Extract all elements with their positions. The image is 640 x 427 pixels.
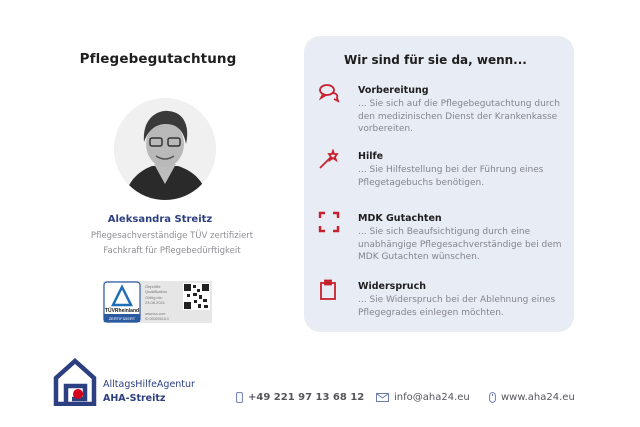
brand-name: AlltagsHilfeAgentur [103, 379, 195, 390]
service-card [304, 36, 574, 332]
svg-text:ID 0000054113: ID 0000054113 [145, 317, 169, 321]
website-url: www.aha24.eu [501, 392, 575, 403]
email-contact[interactable] [376, 392, 470, 403]
person-qualification: Pflegesachverständige TÜV zertifiziert [90, 231, 254, 241]
svg-text:TÜVRheinland: TÜVRheinland [104, 308, 140, 314]
chat-bubbles-icon [318, 83, 340, 105]
service-heading: Widerspruch [358, 281, 426, 292]
focus-frame-icon [318, 211, 340, 233]
svg-text:ZERTIFIZIERT: ZERTIFIZIERT [108, 316, 136, 321]
service-text: ... Sie sich Beaufsichtigung durch eine unabhängige Pflegesachverständige bei dem MDK Gutachten wünschen. [358, 227, 562, 262]
card-title: Wir sind für sie da, wenn... [344, 53, 527, 67]
phone-icon [236, 392, 243, 403]
phone-contact[interactable] [236, 392, 364, 403]
phone-number: +49 221 97 13 68 12 [248, 392, 365, 403]
mouse-icon [489, 392, 496, 403]
service-text: ... Sie sich auf die Pflegebegutachtung durch den medizinischen Dienst der Krankenkasse vorbereiten. [358, 99, 560, 134]
mail-icon [376, 393, 389, 402]
website-contact[interactable] [489, 392, 575, 403]
svg-text:Geprüfte: Geprüfte [145, 284, 161, 289]
magic-wand-icon [318, 149, 340, 171]
brand-short-name: AHA-Streitz [103, 393, 166, 404]
person-name: Aleksandra Streitz [107, 214, 213, 225]
email-address: info@aha24.eu [394, 392, 470, 403]
service-text: ... Sie Hilfestellung bei der Führung eines Pflegetagebuchs benötigen. [358, 165, 544, 188]
svg-text:www.tuv.com: www.tuv.com [145, 312, 166, 316]
service-heading: Vorbereitung [358, 85, 429, 96]
company-logo [52, 358, 98, 406]
left-title: Pflegebegutachtung [79, 51, 237, 67]
svg-text:23.08.2021: 23.08.2021 [145, 300, 166, 305]
svg-text:Qualifikation: Qualifikation [145, 289, 168, 294]
service-text: ... Sie Widerspruch bei der Ablehnung eines Pflegegrades einlegen möchten. [358, 295, 556, 318]
clipboard-icon [318, 279, 340, 301]
profile-photo [114, 98, 216, 200]
tuv-certificate [103, 281, 212, 323]
service-heading: Hilfe [358, 151, 384, 162]
svg-text:Gültig bis:: Gültig bis: [145, 295, 163, 300]
service-heading: MDK Gutachten [358, 213, 442, 224]
person-role: Fachkraft für Pflegebedürftigkeit [103, 246, 241, 256]
